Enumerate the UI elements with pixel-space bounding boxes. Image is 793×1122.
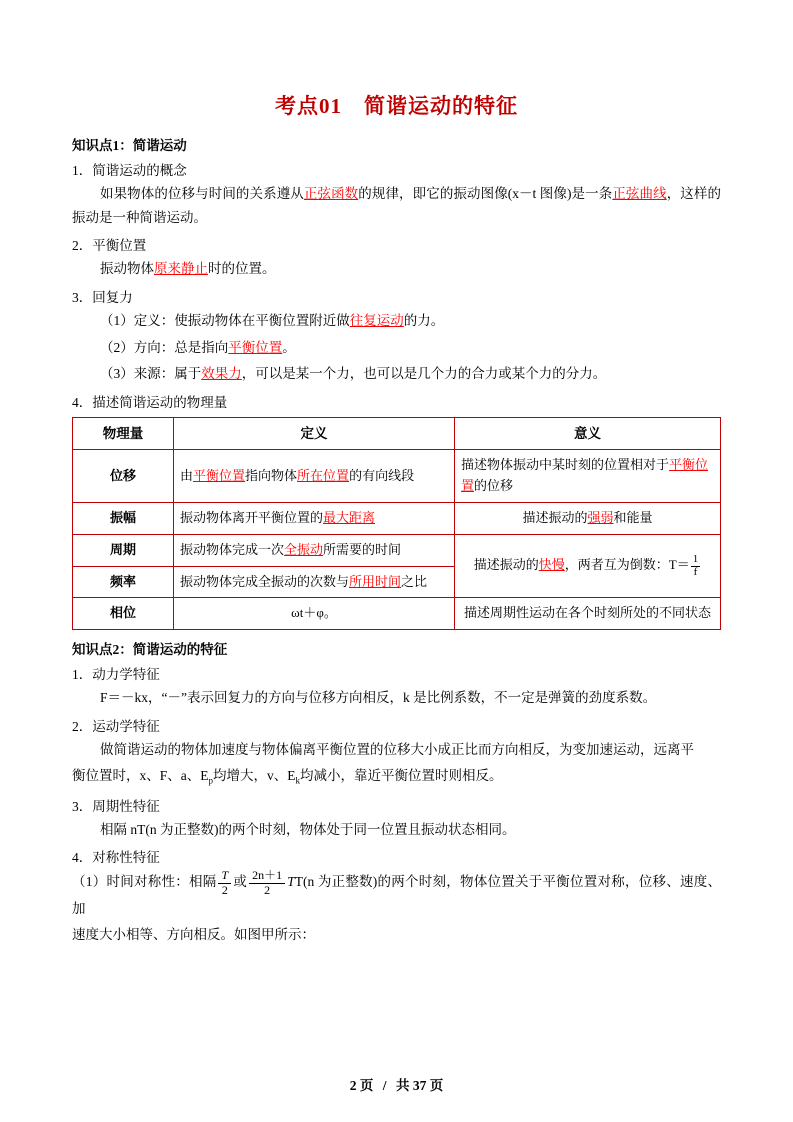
table-row <box>73 598 721 630</box>
item-1-1-body <box>72 182 721 229</box>
highlight-equilibrium-position: 平衡位置 <box>193 467 246 483</box>
text-fragment: 均减小，靠近平衡位置时则相反。 <box>300 768 503 784</box>
item-2-3-body: 相隔 nT(n 为正整数)的两个时刻，物体处于同一位置且振动状态相同。 <box>100 821 516 837</box>
text-fragment: 时的位置。 <box>208 261 276 277</box>
text-fragment: 振动物体 <box>100 261 154 277</box>
highlight-speed: 快慢 <box>538 557 565 573</box>
item-1-2-body <box>72 257 721 281</box>
fraction-denominator: 2 <box>264 882 271 897</box>
highlight-equilibrium-position: 平衡位置 <box>228 339 283 355</box>
text-fragment: 振动物体离开平衡位置的 <box>180 509 324 525</box>
table-row <box>73 450 721 503</box>
item-1-4-number: 4．描述简谐运动的物理量 <box>72 394 228 410</box>
item-1-1-number: 1．简谐运动的概念 <box>72 163 187 178</box>
text-fragment: 之比 <box>401 573 428 589</box>
highlight-max-distance: 最大距离 <box>323 509 376 525</box>
fraction-denominator: 2 <box>221 882 228 897</box>
item-1-2-number: 2．平衡位置 <box>72 238 147 254</box>
row-name-frequency: 频率 <box>73 566 174 598</box>
fraction-denominator: f <box>693 565 698 578</box>
table-header-quantity: 物理量 <box>73 417 174 450</box>
item-2-4-sub-line2: 速度大小相等、方向相反。如图甲所示： <box>72 927 315 943</box>
text-fragment: 的有向线段 <box>349 467 415 483</box>
text-fragment: （1）时间对称性：相隔 <box>72 874 217 890</box>
fraction-numerator: 2n＋1 <box>249 869 285 883</box>
text-fragment: 描述振动的 <box>522 509 588 525</box>
row-definition-displacement <box>174 450 455 503</box>
page-footer <box>0 1074 793 1094</box>
text-fragment: 所需要的时间 <box>323 541 402 557</box>
highlight-elapsed-time: 所用时间 <box>349 573 402 589</box>
table-row <box>73 534 721 566</box>
text-fragment: 或 <box>233 874 248 890</box>
text-fragment: 的力。 <box>403 312 445 328</box>
physical-quantities-table <box>72 417 721 630</box>
knowledge-point-2-heading: 知识点2：简谐运动的特征 <box>72 642 228 658</box>
row-name-period: 周期 <box>73 534 174 566</box>
text-fragment: 均增大，v、E <box>213 768 296 784</box>
row-meaning-amplitude <box>455 502 721 534</box>
highlight-sine-function: 正弦函数 <box>303 186 359 201</box>
row-definition-period <box>174 534 455 566</box>
row-name-phase: 相位 <box>73 598 174 630</box>
text-fragment: 振动物体完成一次 <box>180 541 285 557</box>
row-meaning-phase: 描述周期性运动在各个时刻所处的不同状态 <box>455 598 721 630</box>
item-2-4-sub-line1 <box>72 869 721 920</box>
fraction-numerator: 1 <box>692 552 699 565</box>
item-2-2-number: 2．运动学特征 <box>72 718 160 734</box>
item-1-3-sub-2 <box>72 336 721 360</box>
text-fragment: 描述物体振动中某时刻的位置相对于 <box>461 457 670 473</box>
row-definition-frequency <box>174 566 455 598</box>
table-header-definition: 定义 <box>174 417 455 450</box>
fraction-numerator: T <box>218 869 231 883</box>
table-row <box>73 502 721 534</box>
fraction-one-over-f <box>691 554 701 578</box>
footer-total-pages: 37 <box>412 1078 427 1093</box>
subscript-k: k <box>295 776 300 787</box>
text-fragment: ，这样的振动是一种简谐运动。 <box>72 186 721 225</box>
highlight-current-position: 所在位置 <box>297 467 350 483</box>
highlight-equilibrium-position: 平衡位置 <box>461 457 709 494</box>
footer-total-prefix: 共 <box>395 1078 410 1093</box>
row-meaning-period-frequency <box>455 534 721 598</box>
item-2-1-number: 1．动力学特征 <box>72 667 160 683</box>
highlight-full-vibration: 全振动 <box>284 541 324 557</box>
item-1-3-sub-3 <box>72 362 721 386</box>
text-fragment: 由 <box>180 467 194 483</box>
subscript-p: p <box>208 776 213 787</box>
knowledge-point-1-heading: 知识点1：简谐运动 <box>72 138 187 153</box>
text-fragment: （1）定义：使振动物体在平衡位置附近做 <box>100 312 350 328</box>
item-2-2-body-line1: 做简谐运动的物体加速度与物体偏离平衡位置的位移大小成正比而方向相反，为变加速运动，远离平 <box>100 741 694 757</box>
fraction-t-over-2 <box>218 869 231 896</box>
table-header-row <box>73 417 721 450</box>
row-name-displacement: 位移 <box>73 450 174 503</box>
footer-page-label: 页 <box>359 1078 374 1093</box>
text-fragment: 的规律，即它的振动图像(x－t 图像)是一条 <box>358 186 613 201</box>
row-name-amplitude: 振幅 <box>73 502 174 534</box>
text-fragment: 指向物体 <box>245 467 298 483</box>
text-fragment: 振动物体完成全振动的次数与 <box>180 573 350 589</box>
text-fragment: （2）方向：总是指向 <box>100 339 229 355</box>
item-1-3-number: 3．回复力 <box>72 289 133 305</box>
highlight-originally-at-rest: 原来静止 <box>154 261 208 277</box>
text-fragment: ，两者互为倒数：T＝ <box>564 557 690 573</box>
text-fragment: 。 <box>282 339 296 355</box>
text-fragment: T(n 为正整数)的两个时刻，物体位置关于平衡位置对称，位移、速度、加 <box>72 874 721 916</box>
row-definition-phase: ωt＋φ。 <box>174 598 455 630</box>
text-fragment: ，可以是某一个力，也可以是几个力的合力或某个力的分力。 <box>241 366 607 382</box>
row-meaning-displacement <box>455 450 721 503</box>
item-2-4-number: 4．对称性特征 <box>72 850 160 866</box>
text-fragment: 衡位置时，x、F、a、E <box>72 768 209 784</box>
footer-separator: / <box>382 1078 387 1093</box>
text-fragment: 如果物体的位移与时间的关系遵从 <box>100 186 304 201</box>
item-2-2-body-line2 <box>72 764 721 789</box>
page-title: 考点01 简谐运动的特征 <box>275 94 518 118</box>
highlight-reciprocating-motion: 往复运动 <box>349 312 404 328</box>
footer-total-label: 页 <box>429 1078 444 1093</box>
text-fragment: 描述振动的 <box>473 557 539 573</box>
text-fragment: （3）来源：属于 <box>100 366 202 382</box>
item-1-3-sub-1 <box>72 309 721 333</box>
text-fragment: 的位移 <box>474 478 514 494</box>
item-2-1-body: F＝－kx，“－”表示回复力的方向与位移方向相反，k 是比例系数，不一定是弹簧的劲度系数。 <box>100 690 657 706</box>
highlight-sine-curve: 正弦曲线 <box>612 186 667 201</box>
fraction-2n-plus-1-over-2 <box>249 869 285 896</box>
row-definition-amplitude <box>174 502 455 534</box>
table-header-meaning: 意义 <box>455 417 721 450</box>
text-fragment: 和能量 <box>613 509 653 525</box>
item-2-3-number: 3．周期性特征 <box>72 798 160 814</box>
highlight-effect-force: 效果力 <box>201 366 242 382</box>
highlight-strength: 强弱 <box>587 509 614 525</box>
footer-current-page: 2 <box>349 1078 357 1093</box>
variable-T: T <box>287 874 295 890</box>
